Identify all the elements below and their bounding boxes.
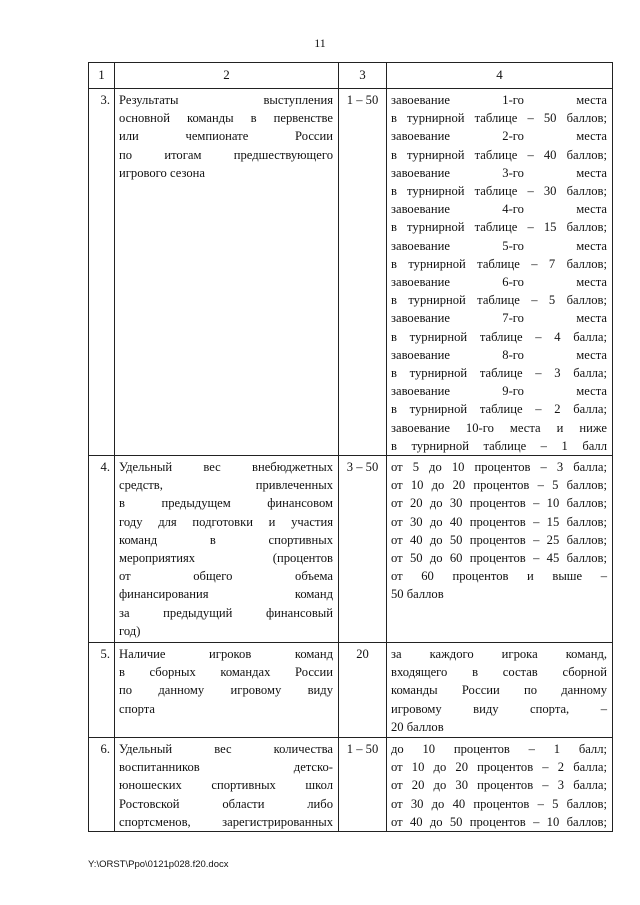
scoring-line: 50 баллов [391,587,444,602]
scoring-line: от 50 до 60 процентов – 45 баллов; [391,551,607,566]
scoring-line: за каждого игрока команд, [391,647,607,662]
criterion-line: спорта [119,701,156,716]
scoring-line: завоевание 1-го места [391,93,607,107]
scoring-scale-cell [387,738,613,832]
scoring-line: завоевание 2-го места [391,129,607,144]
scoring-line: завоевание 7-го места [391,311,607,326]
scoring-line: завоевание 6-го места [391,275,607,290]
scoring-line: от 10 до 20 процентов – 2 балла; [391,760,607,775]
page-number: 11 [314,36,326,50]
criterion-line: воспитанников детско- [119,760,333,775]
scoring-line: завоевание 3-го места [391,165,607,180]
criterion-line: году для подготовки и участия [119,514,333,529]
criterion-line: Наличие игроков команд [119,647,333,662]
row-number: 6. [89,738,115,832]
scoring-line: в турнирной таблице – 1 балл [391,438,607,453]
table-row [89,643,613,738]
criterion-line: юношеских спортивных школ [119,778,333,793]
criterion-line: финансирования команд [119,587,333,602]
column-header: 2 [115,63,339,89]
criterion-line: Удельный вес внебюджетных [119,460,333,475]
row-number: 5. [89,643,115,738]
points-range-cell: 1 – 50 [339,89,387,456]
criterion-line: спортсменов, зарегистрированных [119,814,333,829]
scoring-line: от 40 до 50 процентов – 25 баллов; [391,532,607,547]
scoring-line: от 60 процентов и выше – [391,569,607,584]
scoring-line: от 20 до 30 процентов – 3 балла; [391,778,607,793]
row-number: 4. [89,456,115,643]
scoring-line: в турнирной таблице – 50 баллов; [391,111,607,126]
criterion-cell [115,643,339,738]
criterion-line: Результаты выступления [119,93,333,107]
criterion-line: год) [119,623,141,638]
criterion-line: от общего объема [119,569,333,584]
scoring-line: в турнирной таблице – 4 балла; [391,329,607,344]
scoring-line: от 20 до 30 процентов – 10 баллов; [391,496,607,511]
scoring-scale-cell [387,89,613,456]
table-row [89,89,613,456]
scoring-line: завоевание 9-го места [391,384,607,399]
file-path-footer: Y:\ORST\Ppo\0121p028.f20.docx [88,859,229,870]
scoring-line: в турнирной таблице – 5 баллов; [391,293,607,308]
scoring-line: от 30 до 40 процентов – 5 баллов; [391,796,607,811]
criterion-line: команд в спортивных [119,532,333,547]
scoring-scale-cell [387,643,613,738]
criterion-line: или чемпионате России [119,129,333,144]
criterion-line: за предыдущий финансовый [119,605,333,620]
column-header: 3 [339,63,387,89]
criterion-line: основной команды в первенстве [119,111,333,126]
scoring-line: в турнирной таблице – 40 баллов; [391,147,607,162]
criterion-line: в сборных командах России [119,665,333,680]
criterion-line: средств, привлеченных [119,478,333,493]
scoring-line: в турнирной таблице – 7 баллов; [391,256,607,271]
scoring-line: от 30 до 40 процентов – 15 баллов; [391,514,607,529]
criterion-line: Удельный вес количества [119,742,333,757]
criterion-line: Ростовской области либо [119,796,333,811]
scoring-line: 20 баллов [391,719,444,734]
criterion-line: по данному игровому виду [119,683,333,698]
criterion-line: мероприятиях (процентов [119,551,333,566]
criterion-line: по итогам предшествующего [119,147,333,162]
column-header: 4 [387,63,613,89]
row-number: 3. [89,89,115,456]
scoring-line: от 5 до 10 процентов – 3 балла; [391,460,607,475]
table-row [89,456,613,643]
points-range-cell: 1 – 50 [339,738,387,832]
scoring-line: игровому виду спорта, – [391,701,607,716]
points-range-cell: 3 – 50 [339,456,387,643]
scoring-line: в турнирной таблице – 15 баллов; [391,220,607,235]
scoring-line: в турнирной таблице – 3 балла; [391,366,607,381]
points-range-cell: 20 [339,643,387,738]
criteria-table [88,62,613,832]
criterion-cell [115,456,339,643]
table-row [89,738,613,832]
scoring-line: от 10 до 20 процентов – 5 баллов; [391,478,607,493]
scoring-line: команды России по данному [391,683,607,698]
criterion-line: в предыдущем финансовом [119,496,333,511]
criterion-cell [115,89,339,456]
column-header: 1 [89,63,115,89]
scoring-line: в турнирной таблице – 2 балла; [391,402,607,417]
scoring-scale-cell [387,456,613,643]
scoring-line: завоевание 4-го места [391,202,607,217]
scoring-line: в турнирной таблице – 30 баллов; [391,184,607,199]
scoring-line: от 40 до 50 процентов – 10 баллов; [391,814,607,829]
scoring-line: завоевание 8-го места [391,347,607,362]
scoring-line: завоевание 5-го места [391,238,607,253]
scoring-line: до 10 процентов – 1 балл; [391,742,607,757]
scoring-line: входящего в состав сборной [391,665,607,680]
criterion-cell [115,738,339,832]
criterion-line: игрового сезона [119,165,205,180]
scoring-line: завоевание 10-го места и ниже [391,420,607,435]
table-header-row [89,63,613,89]
